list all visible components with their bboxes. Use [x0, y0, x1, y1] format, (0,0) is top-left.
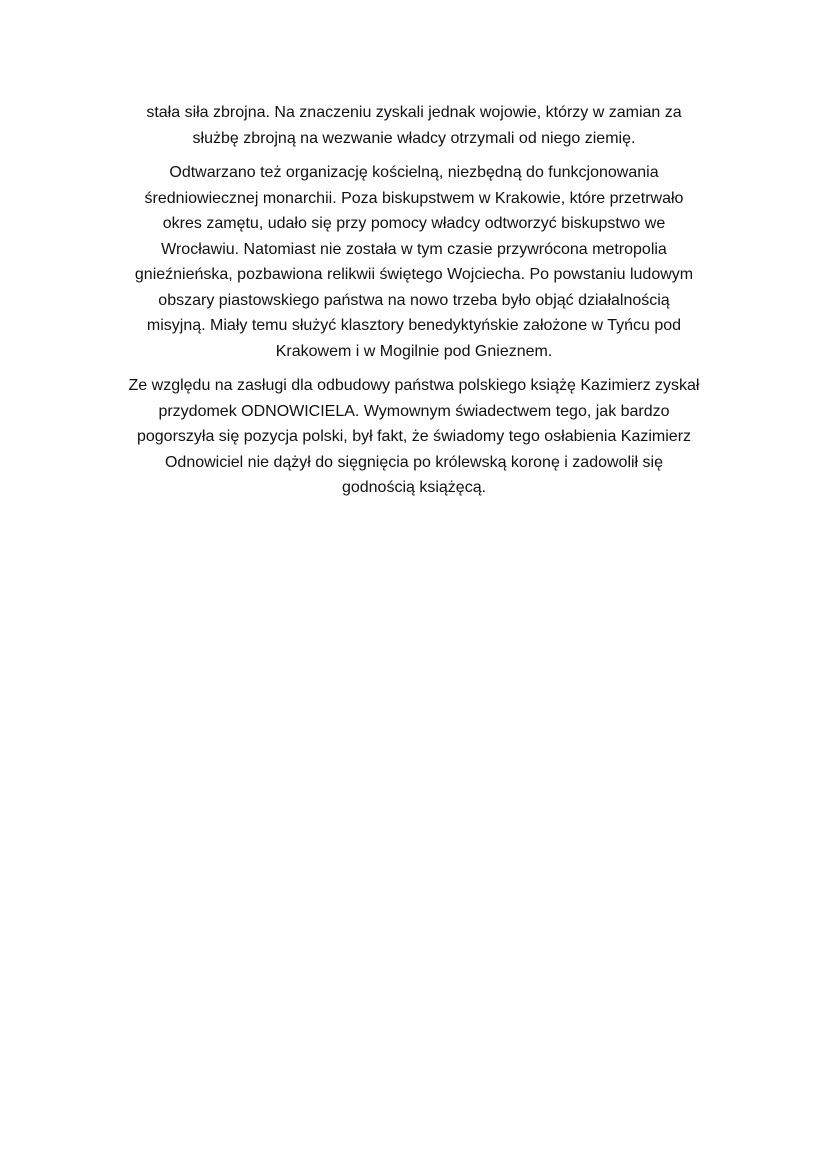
text-line: średniowiecznej monarchii. Poza biskupstwem w Krakowie, które przetrwało — [144, 189, 684, 207]
text-line: służbę zbrojną na wezwanie władcy otrzymali od niego ziemię. — [192, 129, 636, 147]
text-line: godnością książęcą. — [341, 479, 487, 496]
text-line: Krakowem i w Mogilnie pod Gnieznem. — [275, 342, 553, 360]
text-line: przydomek ODNOWICIELA. Wymownym świadectwem tego, jak bardzo — [158, 402, 670, 420]
text-line: gnieźnieńska, pozbawiona relikwii świętego Wojciecha. Po powstaniu ludowym — [134, 266, 694, 283]
text-line: Ze względu na zasługi dla odbudowy państwa polskiego książę Kazimierz zyskał — [128, 377, 700, 394]
text-line: stała siła zbrojna. Na znaczeniu zyskali jednak wojowie, którzy w zamian za — [146, 104, 682, 121]
text-line: okres zamętu, udało się przy pomocy władcy odtworzyć biskupstwo we — [162, 215, 666, 232]
text-line: Odnowiciel nie dążył do sięgnięcia po królewską koronę i zadowolił się — [164, 453, 664, 471]
text-line: pogorszyła się pozycja polski, był fakt, że świadomy tego osłabienia Kazimierz — [136, 428, 692, 445]
text-line: Odtwarzano też organizację kościelną, niezbędną do funkcjonowania — [169, 164, 659, 181]
text-line: misyjną. Miały temu służyć klasztory benedyktyńskie założone w Tyńcu pod — [146, 317, 682, 334]
text-line: obszary piastowskiego państwa na nowo trzeba było objąć działalnością — [158, 291, 670, 309]
document-body — [96, 100, 732, 510]
paragraph-3 — [96, 373, 732, 501]
text-line: Wrocławiu. Natomiast nie została w tym czasie przywrócona metropolia — [161, 240, 667, 258]
paragraph-2 — [96, 160, 732, 364]
paragraph-1 — [96, 100, 732, 151]
